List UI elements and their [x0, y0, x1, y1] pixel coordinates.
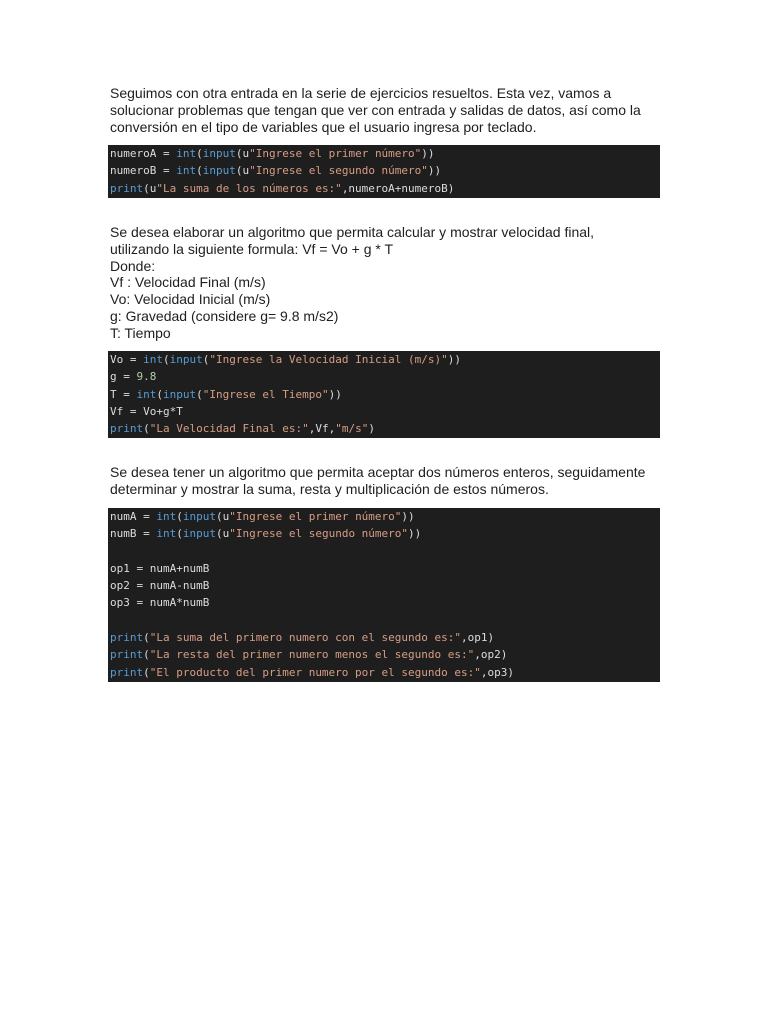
- code-text: T =: [110, 387, 137, 401]
- code-line: [108, 612, 660, 629]
- code-text: (: [143, 422, 150, 436]
- code-text: )): [447, 353, 462, 366]
- code-line: [108, 145, 660, 162]
- code-text: ,op3): [480, 665, 515, 679]
- code-block-velocidad: [108, 351, 660, 438]
- code-text: (: [196, 164, 203, 178]
- code-line: [108, 386, 660, 403]
- code-string: "Ingrese el primer número": [229, 510, 402, 523]
- code-text: ): [368, 422, 375, 436]
- code-text: Vf = Vo+g*T: [110, 404, 183, 418]
- code-line: [108, 351, 660, 368]
- text-line: Vo: Velocidad Inicial (m/s): [110, 291, 271, 308]
- code-string: "La resta del primer numero menos el segundo es:": [149, 648, 475, 662]
- code-line: [108, 368, 660, 385]
- code-string: "Ingrese el segundo número": [229, 527, 409, 541]
- code-text: (: [176, 510, 183, 523]
- code-text: (: [202, 353, 210, 366]
- code-string: "La suma de los números es:": [156, 181, 342, 195]
- text-line: conversión en el tipo de variables que el usuario ingresa por teclado.: [110, 118, 537, 135]
- code-text: )): [328, 387, 342, 401]
- intro-paragraph: [110, 85, 665, 135]
- code-keyword: print: [110, 422, 144, 436]
- code-text: ,op2): [474, 648, 508, 662]
- text-line: g: Gravedad (considere g= 9.8 m/s2): [110, 307, 339, 324]
- text-line: Seguimos con otra entrada en la serie de ejercicios resueltos. Esta vez, vamos a: [110, 85, 612, 101]
- code-text: ,Vf,: [308, 422, 336, 436]
- code-text: )): [408, 527, 422, 541]
- code-string: "Ingrese la Velocidad Inicial (m/s)": [209, 353, 448, 366]
- code-block-suma: [108, 145, 660, 198]
- code-text: numeroB =: [110, 164, 177, 178]
- code-line: [108, 594, 660, 611]
- text-line: utilizando la siguiente formula: Vf = Vo + g * T: [110, 240, 394, 257]
- code-text: (u: [235, 147, 250, 160]
- code-text: )): [401, 510, 415, 523]
- text-line: Vf : Velocidad Final (m/s): [110, 274, 266, 291]
- code-text: ,numeroA+numeroB): [341, 181, 455, 195]
- code-text: (: [143, 648, 150, 662]
- code-text: (u: [235, 164, 250, 178]
- code-line: [108, 560, 660, 577]
- code-text: )): [427, 164, 442, 178]
- text-line: determinar y mostrar la suma, resta y multiplicación de estos números.: [110, 480, 549, 497]
- code-text: numeroA =: [110, 147, 177, 160]
- code-line: [108, 577, 660, 594]
- code-text: op2 = numA-numB: [110, 579, 210, 593]
- code-string: "La Velocidad Final es:": [149, 422, 309, 436]
- code-string: "La suma del primero numero con el segundo es:": [149, 631, 462, 645]
- text-line: T: Tiempo: [110, 324, 171, 341]
- code-line: [108, 403, 660, 420]
- code-keyword: int: [176, 147, 197, 160]
- code-line: [108, 646, 660, 663]
- code-text: (: [176, 527, 183, 541]
- code-text: )): [421, 147, 435, 160]
- code-keyword: input: [182, 510, 216, 523]
- text-line: solucionar problemas que tengan que ver con entrada y salidas de datos, así como la: [110, 101, 641, 118]
- code-text: Vo =: [110, 353, 144, 366]
- text-line: Se desea elaborar un algoritmo que permita calcular y mostrar velocidad final,: [110, 224, 595, 240]
- code-keyword: int: [176, 164, 197, 178]
- code-keyword: input: [182, 527, 216, 541]
- code-text: (: [196, 387, 203, 401]
- exercise-operaciones-paragraph: [110, 464, 665, 498]
- code-line: [108, 629, 660, 646]
- code-keyword: input: [163, 387, 197, 401]
- code-string: "El producto del primer numero por el segundo es:": [149, 665, 481, 679]
- code-text: op1 = numA+numB: [110, 561, 210, 575]
- code-text: (: [156, 387, 163, 401]
- code-keyword: print: [110, 665, 144, 679]
- code-text: (u: [215, 510, 230, 523]
- code-text: (: [143, 631, 150, 645]
- code-keyword: int: [136, 387, 157, 401]
- code-string: "m/s": [335, 422, 369, 436]
- code-keyword: input: [202, 147, 236, 160]
- code-keyword: print: [110, 648, 144, 662]
- code-text: (: [196, 147, 203, 160]
- code-keyword: int: [143, 353, 163, 366]
- code-line: [108, 664, 660, 681]
- code-text: g =: [110, 370, 137, 384]
- code-string: "Ingrese el Tiempo": [202, 387, 329, 401]
- code-keyword: int: [156, 527, 177, 541]
- code-line: [108, 525, 660, 542]
- code-text: (u: [143, 181, 157, 195]
- exercise-velocidad-paragraph: [110, 224, 665, 342]
- code-keyword: print: [110, 181, 144, 195]
- code-text: numB =: [110, 527, 157, 541]
- code-text: (: [143, 665, 150, 679]
- code-block-operaciones: [108, 508, 660, 682]
- code-text: op3 = numA*numB: [110, 596, 210, 610]
- code-line: [108, 543, 660, 560]
- code-line: [108, 180, 660, 197]
- text-line: Se desea tener un algoritmo que permita aceptar dos números enteros, seguidamente: [110, 464, 646, 480]
- code-keyword: int: [156, 510, 177, 523]
- code-line: [108, 162, 660, 179]
- code-number: 9.8: [136, 370, 157, 384]
- code-line: [108, 420, 660, 437]
- code-string: "Ingrese el primer número": [249, 147, 422, 160]
- code-text: (: [163, 353, 170, 366]
- code-keyword: input: [202, 164, 236, 178]
- code-text: ,op1): [461, 631, 495, 645]
- code-line: [108, 508, 660, 525]
- code-keyword: input: [169, 353, 203, 366]
- code-text: (u: [215, 527, 230, 541]
- code-keyword: print: [110, 631, 144, 645]
- text-line: Donde:: [110, 257, 156, 274]
- code-text: numA =: [110, 510, 157, 523]
- code-string: "Ingrese el segundo número": [249, 164, 428, 178]
